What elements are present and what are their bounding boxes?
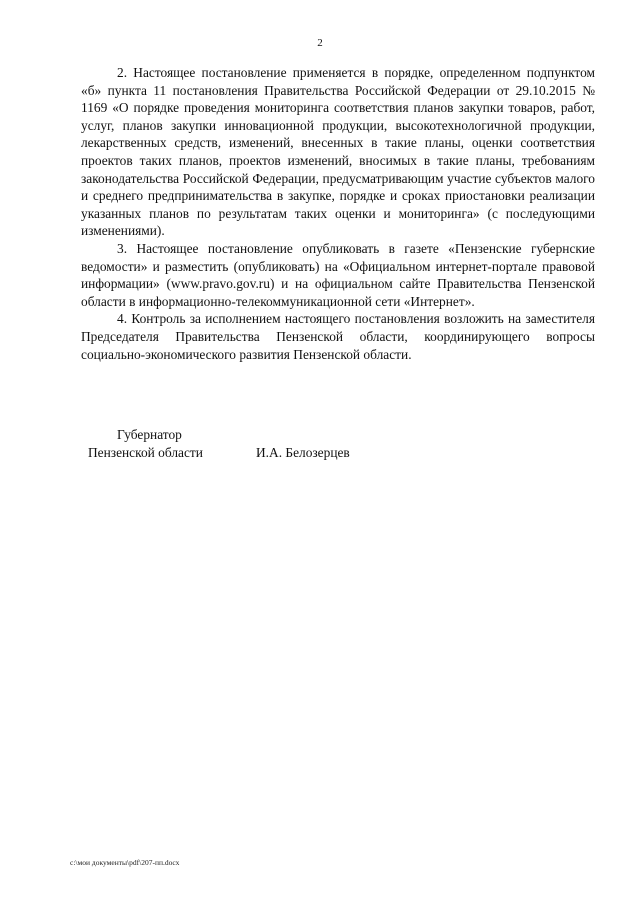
paragraph-2: 2. Настоящее постановление применяется в порядке, определенном подпунктом «б» пункта 11 постановления Правительства Российской Федерации от 29.10.2015 № 1169 «О порядке проведения мониторинга соответствия планов закупки товаров, работ, услуг, планов закупки инновационной продукции, высокотехнологичной продукции, лекарственных средств, изменений, внесенных в такие планы, оценки соответствия проектов таких планов, проектов изменений, вносимых в такие планы, требованиям законодательства Российской Федерации, предусматривающим участие субъектов малого и среднего предпринимательства в закупке, порядке и сроках приостановки реализации указанных планов по результатам таких оценки и мониторинга» (с последующими изменениями).: [81, 65, 595, 239]
document-body: [81, 64, 595, 363]
signatory-title: Губернатор: [117, 427, 182, 442]
signature-row: [88, 444, 350, 462]
paragraph-3: 3. Настоящее постановление опубликовать в газете «Пензенские губернские ведомости» и разместить (опубликовать) на «Официальном интернет-портале правовой информации» (www.pravo.gov.ru) и на официальном сайте Правительства Пензенской области в информационно-телекоммуникационной сети «Интернет».: [81, 240, 595, 309]
paragraph-4: 4. Контроль за исполнением настоящего постановления возложить на заместителя Председателя Правительства Пензенской области, координирующего вопросы социально-экономического развития Пензенской области.: [81, 311, 595, 362]
signature-block: [88, 426, 350, 462]
signatory-region: Пензенской области: [88, 445, 203, 460]
footer-file-path: c:\мои документы\pdf\207-пп.docx: [70, 858, 180, 867]
page-number: 2: [317, 37, 323, 49]
signatory-name: И.А. Белозерцев: [256, 445, 350, 460]
